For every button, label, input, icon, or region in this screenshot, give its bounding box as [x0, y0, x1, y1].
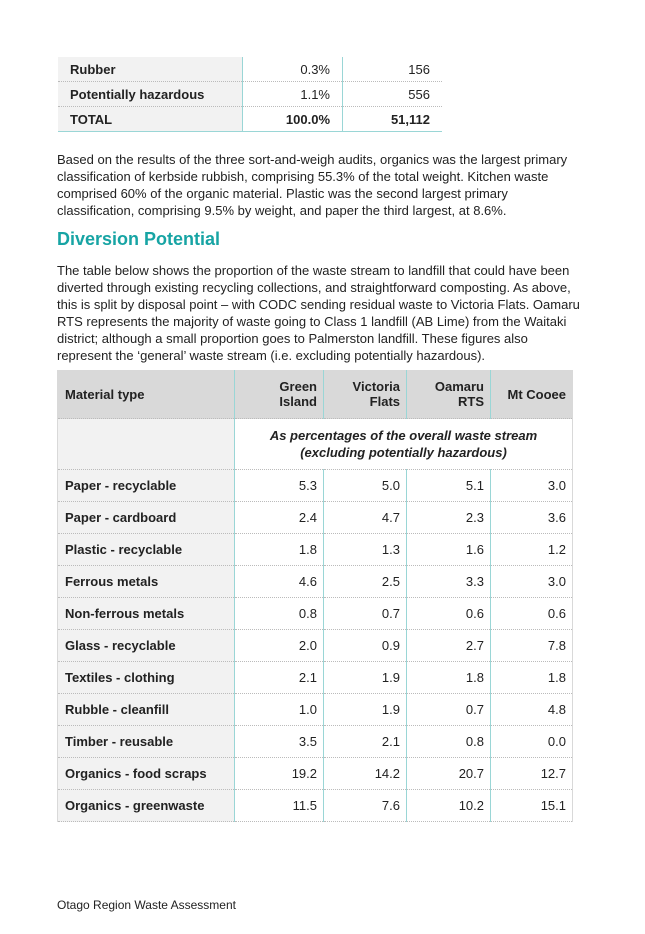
victoria-flats-value: 4.7 [324, 502, 407, 534]
mt-cooee-value: 1.8 [491, 662, 573, 694]
mt-cooee-value: 7.8 [491, 630, 573, 662]
victoria-flats-value: 1.9 [324, 662, 407, 694]
table-row [58, 470, 573, 502]
header-green-island: Green Island [235, 370, 324, 419]
mt-cooee-value: 3.6 [491, 502, 573, 534]
victoria-flats-value: 1.9 [324, 694, 407, 726]
table-row [58, 566, 573, 598]
oamaru-rts-value: 3.3 [407, 566, 491, 598]
mt-cooee-value: 1.2 [491, 534, 573, 566]
material-cell: Organics - food scraps [58, 758, 235, 790]
row-label: Rubber [58, 57, 243, 82]
total-percent: 100.0% [243, 107, 343, 132]
table-row [58, 82, 442, 107]
green-island-value: 2.0 [235, 630, 324, 662]
empty-cell [58, 419, 235, 470]
material-cell: Rubble - cleanfill [58, 694, 235, 726]
oamaru-rts-value: 1.6 [407, 534, 491, 566]
header-oamaru-rts: Oamaru RTS [407, 370, 491, 419]
green-island-value: 2.1 [235, 662, 324, 694]
material-cell: Ferrous metals [58, 566, 235, 598]
header-material-type: Material type [58, 370, 235, 419]
mt-cooee-value: 12.7 [491, 758, 573, 790]
green-island-value: 11.5 [235, 790, 324, 822]
row-percent: 1.1% [243, 82, 343, 107]
victoria-flats-value: 0.7 [324, 598, 407, 630]
table-row [58, 630, 573, 662]
material-cell: Plastic - recyclable [58, 534, 235, 566]
victoria-flats-value: 0.9 [324, 630, 407, 662]
table-row [58, 662, 573, 694]
page-footer: Otago Region Waste Assessment [57, 898, 236, 912]
oamaru-rts-value: 0.6 [407, 598, 491, 630]
header-mt-cooee: Mt Cooee [491, 370, 573, 419]
victoria-flats-value: 1.3 [324, 534, 407, 566]
material-cell: Glass - recyclable [58, 630, 235, 662]
material-cell: Textiles - clothing [58, 662, 235, 694]
waste-composition-table-tail [58, 57, 442, 132]
green-island-value: 2.4 [235, 502, 324, 534]
oamaru-rts-value: 1.8 [407, 662, 491, 694]
oamaru-rts-value: 2.3 [407, 502, 491, 534]
total-tonnes: 51,112 [343, 107, 443, 132]
green-island-value: 5.3 [235, 470, 324, 502]
table-row [58, 726, 573, 758]
victoria-flats-value: 7.6 [324, 790, 407, 822]
mt-cooee-value: 4.8 [491, 694, 573, 726]
victoria-flats-value: 5.0 [324, 470, 407, 502]
oamaru-rts-value: 5.1 [407, 470, 491, 502]
victoria-flats-value: 2.5 [324, 566, 407, 598]
material-cell: Timber - reusable [58, 726, 235, 758]
mt-cooee-value: 15.1 [491, 790, 573, 822]
table-row [58, 758, 573, 790]
oamaru-rts-value: 0.7 [407, 694, 491, 726]
material-cell: Paper - recyclable [58, 470, 235, 502]
oamaru-rts-value: 2.7 [407, 630, 491, 662]
mt-cooee-value: 3.0 [491, 566, 573, 598]
oamaru-rts-value: 20.7 [407, 758, 491, 790]
table-row [58, 694, 573, 726]
table-row [58, 534, 573, 566]
table-note-row [58, 419, 573, 470]
green-island-value: 1.8 [235, 534, 324, 566]
row-tonnes: 156 [343, 57, 443, 82]
diversion-intro-paragraph: The table below shows the proportion of the waste stream to landfill that could have been diverted through existing recycling collections, and straightforward composting. As above, this is split by disposal point – with CODC sending residual waste to Victoria Flats. Oamaru RTS represents the majority of waste going to Class 1 landfill (AB Lime) from the Waitaki district; although a small proportion goes to Palmerston landfill. These figures also represent the ‘general’ waste stream (i.e. excluding potentially hazardous). [57, 263, 580, 363]
table-note: As percentages of the overall waste stream (excluding potentially hazardous) [235, 419, 573, 470]
mt-cooee-value: 0.6 [491, 598, 573, 630]
row-percent: 0.3% [243, 57, 343, 82]
green-island-value: 0.8 [235, 598, 324, 630]
material-cell: Non-ferrous metals [58, 598, 235, 630]
row-tonnes: 556 [343, 82, 443, 107]
table-row [58, 598, 573, 630]
victoria-flats-value: 14.2 [324, 758, 407, 790]
material-cell: Paper - cardboard [58, 502, 235, 534]
row-label: Potentially hazardous [58, 82, 243, 107]
green-island-value: 1.0 [235, 694, 324, 726]
oamaru-rts-value: 0.8 [407, 726, 491, 758]
material-cell: Organics - greenwaste [58, 790, 235, 822]
table-row [58, 790, 573, 822]
green-island-value: 3.5 [235, 726, 324, 758]
section-heading: Diversion Potential [57, 229, 221, 249]
table-row [58, 502, 573, 534]
victoria-flats-value: 2.1 [324, 726, 407, 758]
oamaru-rts-value: 10.2 [407, 790, 491, 822]
table-row [58, 57, 442, 82]
mt-cooee-value: 3.0 [491, 470, 573, 502]
green-island-value: 19.2 [235, 758, 324, 790]
table-header-row [58, 370, 573, 419]
mt-cooee-value: 0.0 [491, 726, 573, 758]
header-victoria-flats: Victoria Flats [324, 370, 407, 419]
green-island-value: 4.6 [235, 566, 324, 598]
audit-summary-paragraph: Based on the results of the three sort-and-weigh audits, organics was the largest primary classification of kerbside rubbish, comprising 55.3% of the total weight. Kitchen waste comprised 60% of the organic material. Plastic was the second largest primary classification, comprising 9.5% by weight, and paper the third largest, at 8.6%. [57, 152, 568, 218]
total-label: TOTAL [58, 107, 243, 132]
total-row [58, 107, 442, 132]
diversion-potential-table [57, 370, 573, 822]
